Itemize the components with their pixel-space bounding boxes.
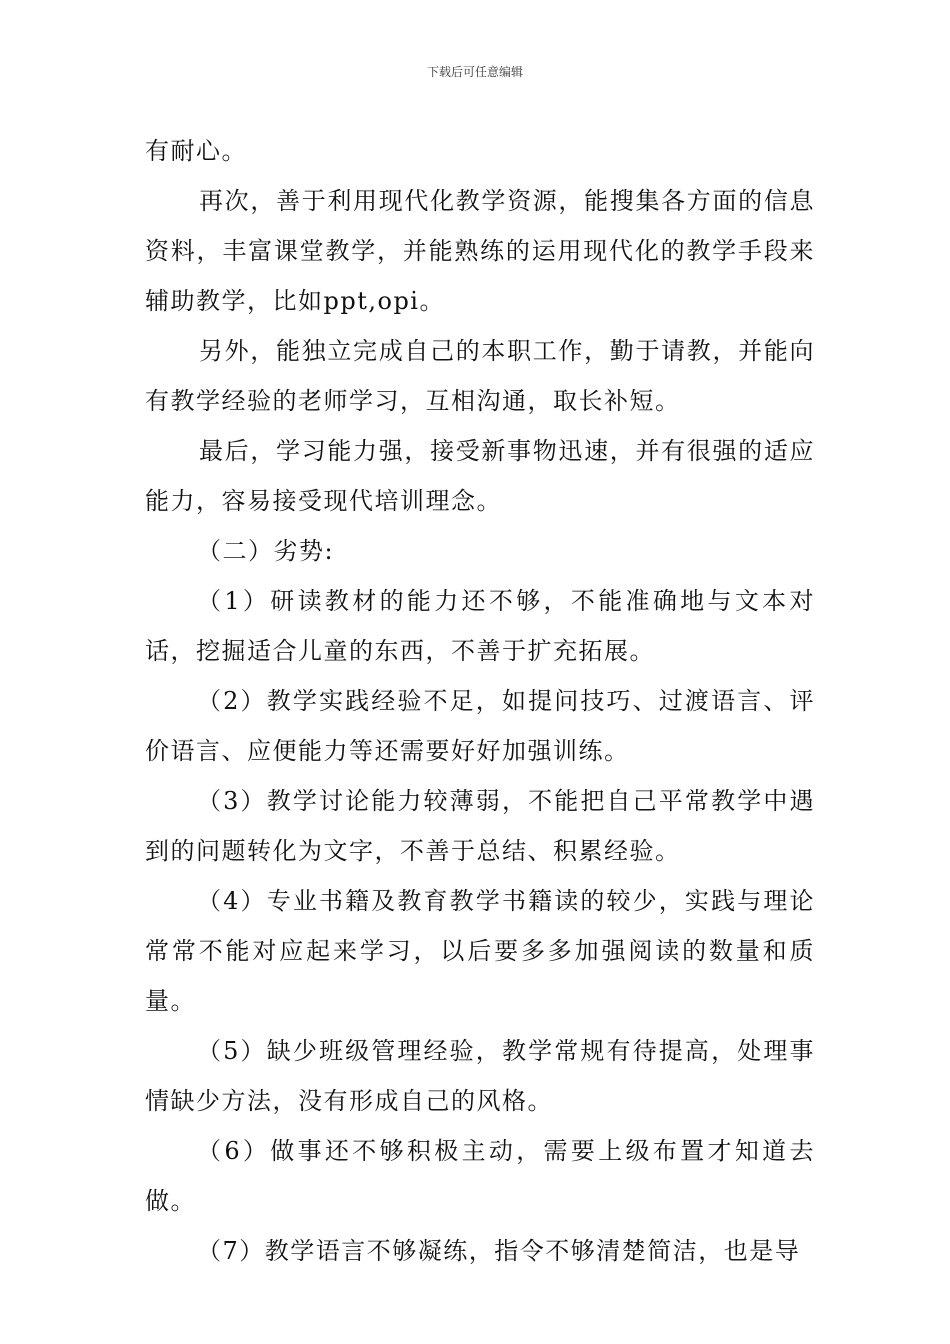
weakness-item-5: （5）缺少班级管理经验，教学常规有待提高，处理事情缺少方法，没有形成自己的风格。 (145, 1037, 815, 1115)
paragraph-modern-resources: 再次，善于利用现代化教学资源，能搜集各方面的信息资料，丰富课堂教学，并能熟练的运用现代化的教学手段来辅助教学，比如ppt,opi。 (145, 187, 815, 315)
weakness-item-1: （1）研读教材的能力还不够，不能准确地与文本对话，挖掘适合儿童的东西，不善于扩充拓展。 (145, 587, 815, 665)
weakness-item-4: （4）专业书籍及教育教学书籍读的较少，实践与理论常常不能对应起来学习，以后要多多加强阅读的数量和质量。 (145, 887, 815, 1015)
weakness-item-6: （6）做事还不够积极主动，需要上级布置才知道去做。 (145, 1137, 815, 1215)
weakness-item-3: （3）教学讨论能力较薄弱，不能把自己平常教学中遇到的问题转化为文字，不善于总结、积累经验。 (145, 787, 815, 865)
paragraph-continuation: 有耐心。 (145, 137, 247, 165)
paragraph-learning-ability: 最后，学习能力强，接受新事物迅速，并有很强的适应能力，容易接受现代培训理念。 (145, 437, 815, 515)
weakness-item-2: （2）教学实践经验不足，如提问技巧、过渡语言、评价语言、应便能力等还需要好好加强训练。 (145, 687, 815, 765)
document-body (145, 126, 815, 1276)
weakness-item-7: （7）教学语言不够凝练，指令不够清楚简洁，也是导 (197, 1237, 801, 1265)
paragraph-independent-work: 另外，能独立完成自己的本职工作，勤于请教，并能向有教学经验的老师学习，互相沟通，取长补短。 (145, 337, 815, 415)
section-heading-weaknesses: （二）劣势: (197, 537, 335, 565)
page-header-note: 下载后可任意编辑 (426, 65, 523, 79)
